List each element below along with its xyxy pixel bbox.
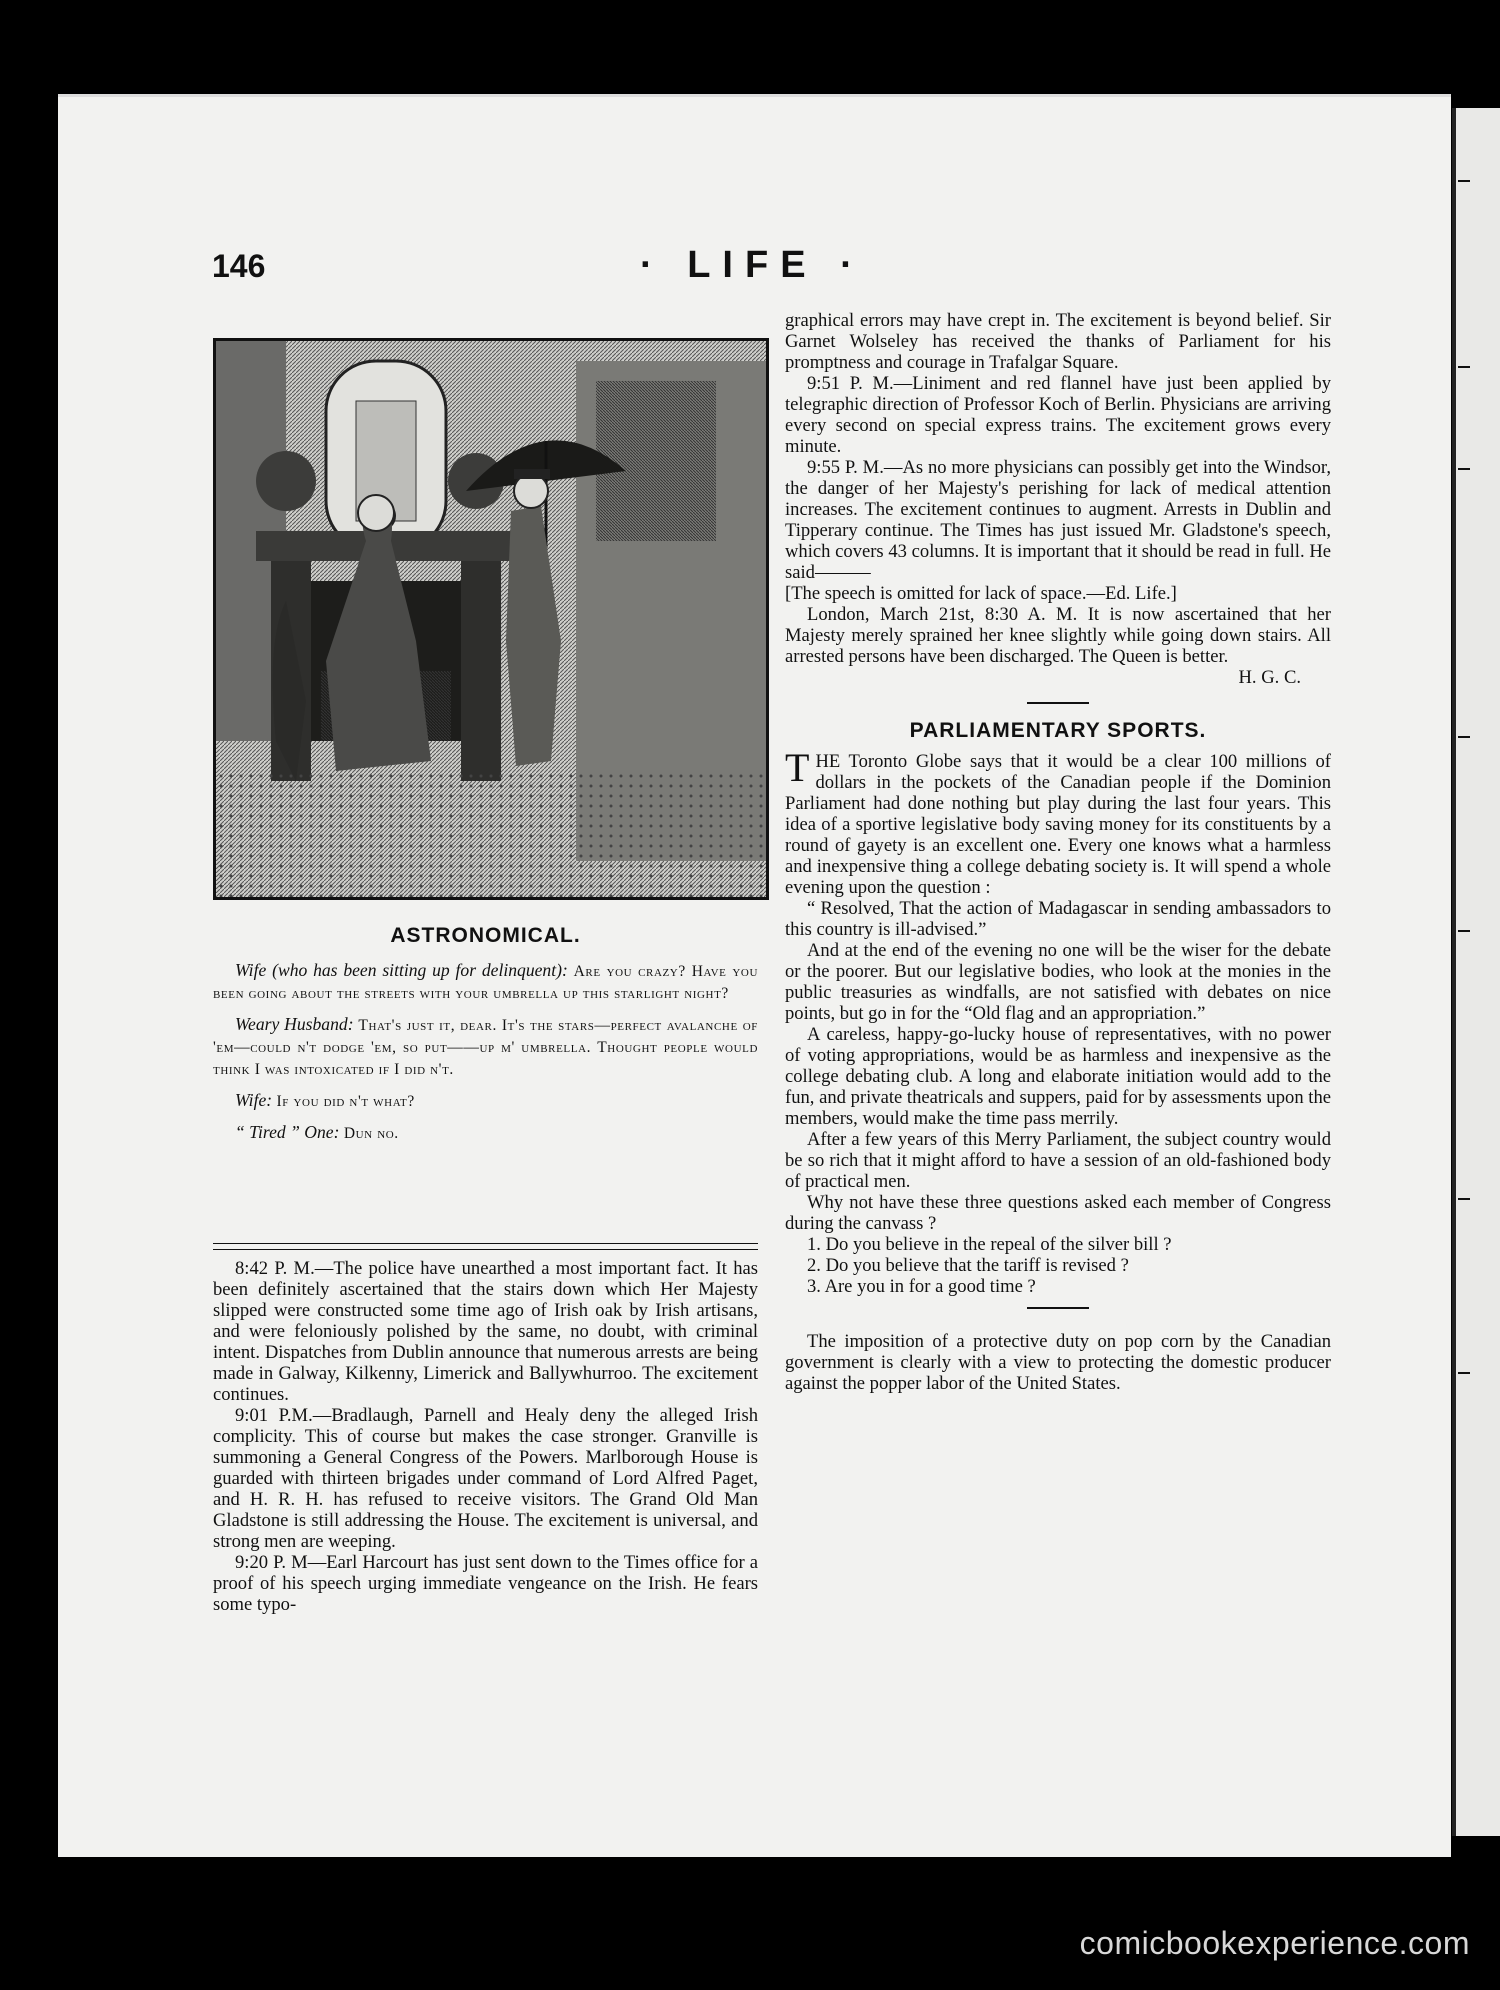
page-edge-tick — [1458, 1372, 1470, 1374]
left-column-text — [213, 1258, 758, 1615]
drop-cap: T — [785, 745, 810, 790]
dialogue-text: Are you crazy? Have you been going about the streets with your umbrella up this starlight night? — [213, 963, 758, 1002]
speaker-name: Wife: — [235, 1090, 273, 1110]
questions-list — [785, 1234, 1331, 1297]
bulletin-paragraph: London, March 21st, 8:30 A. M. It is now ascertained that her Majesty merely sprained her knee slightly while going down stairs. All arrested persons have been discharged. The Queen is better. — [785, 604, 1331, 667]
masthead-title: · LIFE · — [640, 244, 865, 286]
bulletin-paragraph: 9:20 P. M—Earl Harcourt has just sent down to the Times office for a proof of his speech urging immediate vengeance on the Irish. He fears some typo- — [213, 1552, 758, 1615]
short-divider — [1027, 702, 1089, 704]
page-edge-tick — [1458, 930, 1470, 932]
author-signature: H. G. C. — [1238, 667, 1301, 688]
parlor-scene-image — [216, 341, 766, 897]
bulletin-paragraph: 9:51 P. M.—Liniment and red flannel have just been applied by telegraphic direction of Professor Koch of Berlin. Physicians are arriving every second on special express trains. The excitement grows every minute. — [785, 373, 1331, 457]
page-edge-tick — [1458, 1198, 1470, 1200]
popcorn-paragraph: The imposition of a protective duty on pop corn by the Canadian government is clearly with a view to protecting the domestic producer against the popper labor of the United States. — [785, 1331, 1331, 1394]
speaker-name: Wife — [235, 960, 267, 980]
page-number: 146 — [212, 248, 266, 284]
site-watermark: comicbookexperience.com — [1079, 1925, 1470, 1961]
sports-paragraph: Why not have these three questions asked each member of Congress during the canvass ? — [785, 1192, 1331, 1234]
engraving-illustration — [213, 338, 769, 900]
sports-paragraph: And at the end of the evening no one will be the wiser for the debate or the poorer. But our legislative bodies, who look at the monies in the public treasuries as windfalls, are not satisfied with debates on nice points, but go in for the “Old flag and an appropriation.” — [785, 940, 1331, 1024]
section-divider — [213, 1243, 758, 1250]
page-edge-tick — [1458, 366, 1470, 368]
speaker-name: Weary Husband: — [235, 1014, 354, 1034]
dialogue-line: Wife (who has been sitting up for delinquent): Are you crazy? Have you been going about the streets with your umbrella up this starlight night? — [213, 960, 758, 1002]
stage-direction: (who has been sitting up for delinquent) — [272, 960, 562, 980]
astronomical-title: ASTRONOMICAL. — [390, 924, 581, 947]
list-item: 2. Do you believe that the tariff is revised ? — [807, 1255, 1129, 1276]
page-edge-tick — [1458, 180, 1470, 182]
dialogue-line — [213, 1090, 758, 1112]
page-header — [152, 244, 1402, 298]
right-column-text — [785, 310, 1331, 1394]
sports-title: PARLIAMENTARY SPORTS. — [909, 719, 1207, 742]
editor-note: [The speech is omitted for lack of space.—Ed. Life.] — [785, 583, 1177, 604]
short-divider — [1027, 1307, 1089, 1309]
list-item: 1. Do you believe in the repeal of the silver bill ? — [807, 1234, 1172, 1255]
dialogue-text: That's just it, dear. It's the stars—perfect avalanche of 'em—could n't dodge 'em, so put——up m' umbrella. Thought people would think I was intoxicated if I did n't. — [213, 1017, 758, 1078]
dialogue-line — [213, 1122, 758, 1144]
sports-paragraph: After a few years of this Merry Parliament, the subject country would be so rich that it might afford to have a session of an old-fashioned body of practical men. — [785, 1129, 1331, 1192]
dialogue-text: Dun no. — [343, 1125, 399, 1142]
dialogue-text: If you did n't what? — [276, 1093, 415, 1110]
adjacent-page-edge — [1452, 108, 1500, 1836]
sports-paragraph: “ Resolved, That the action of Madagascar in sending ambassadors to this country is ill-advised.” — [785, 898, 1331, 940]
bulletin-paragraph: 8:42 P. M.—The police have unearthed a most important fact. It has been definitely ascertained that the stairs down which Her Majesty slipped were constructed some time ago of Irish oak by Irish artisans, and were feloniously polished by the same, no doubt, with criminal intent. Dispatches from Dublin announce that numerous arrests are being made in Galway, Kilkenny, Limerick and Ballywhurroo. The excitement continues. — [213, 1258, 758, 1405]
bulletin-paragraph: graphical errors may have crept in. The excitement is beyond belief. Sir Garnet Wolseley has received the thanks of Parliament for his promptness and courage in Trafalgar Square. — [785, 310, 1331, 373]
astronomical-article — [213, 925, 758, 1154]
page-edge-tick — [1458, 468, 1470, 470]
dialogue-line — [213, 1014, 758, 1080]
speaker-name: “ Tired ” One: — [235, 1122, 340, 1142]
bulletin-paragraph: 9:01 P.M.—Bradlaugh, Parnell and Healy deny the alleged Irish complicity. This of course but makes the case stronger. Granville is summoning a General Congress of the Powers. Marlborough House is guarded with thirteen brigades under command of Lord Alfred Paget, and H. R. H. has refused to receive visitors. The Grand Old Man Gladstone is still addressing the House. The excitement is universal, and strong men are weeping. — [213, 1405, 758, 1552]
sports-paragraph: A careless, happy-go-lucky house of representatives, with no power of voting appropriations, would be as harmless and inexpensive as the college debating club. A long and elaborate initiation would add to the fun, and private theatricals and suppers, paid for by assessments upon the members, would make the time pass merrily. — [785, 1024, 1331, 1129]
bulletin-paragraph: 9:55 P. M.—As no more physicians can possibly get into the Windsor, the danger of her Majesty's perishing for lack of medical attention increases. The excitement continues to augment. Arrests in Dublin and Tipperary continue. The Times has just issued Mr. Gladstone's speech, which covers 43 columns. It is important that it should be read in full. He said——— — [785, 457, 1331, 583]
list-item: 3. Are you in for a good time ? — [807, 1276, 1036, 1297]
sports-paragraph: THE Toronto Globe says that it would be a clear 100 millions of dollars in the pockets of the Canadian people if the Dominion Parliament had done nothing but play during the last four years. This idea of a sportive legislative body saving money for its constituents by a round of gayety is an excellent one. Every one knows what a harmless and inexpensive thing a college debating society is. It will spend a whole evening upon the question : — [785, 745, 1331, 898]
page-edge-tick — [1458, 736, 1470, 738]
